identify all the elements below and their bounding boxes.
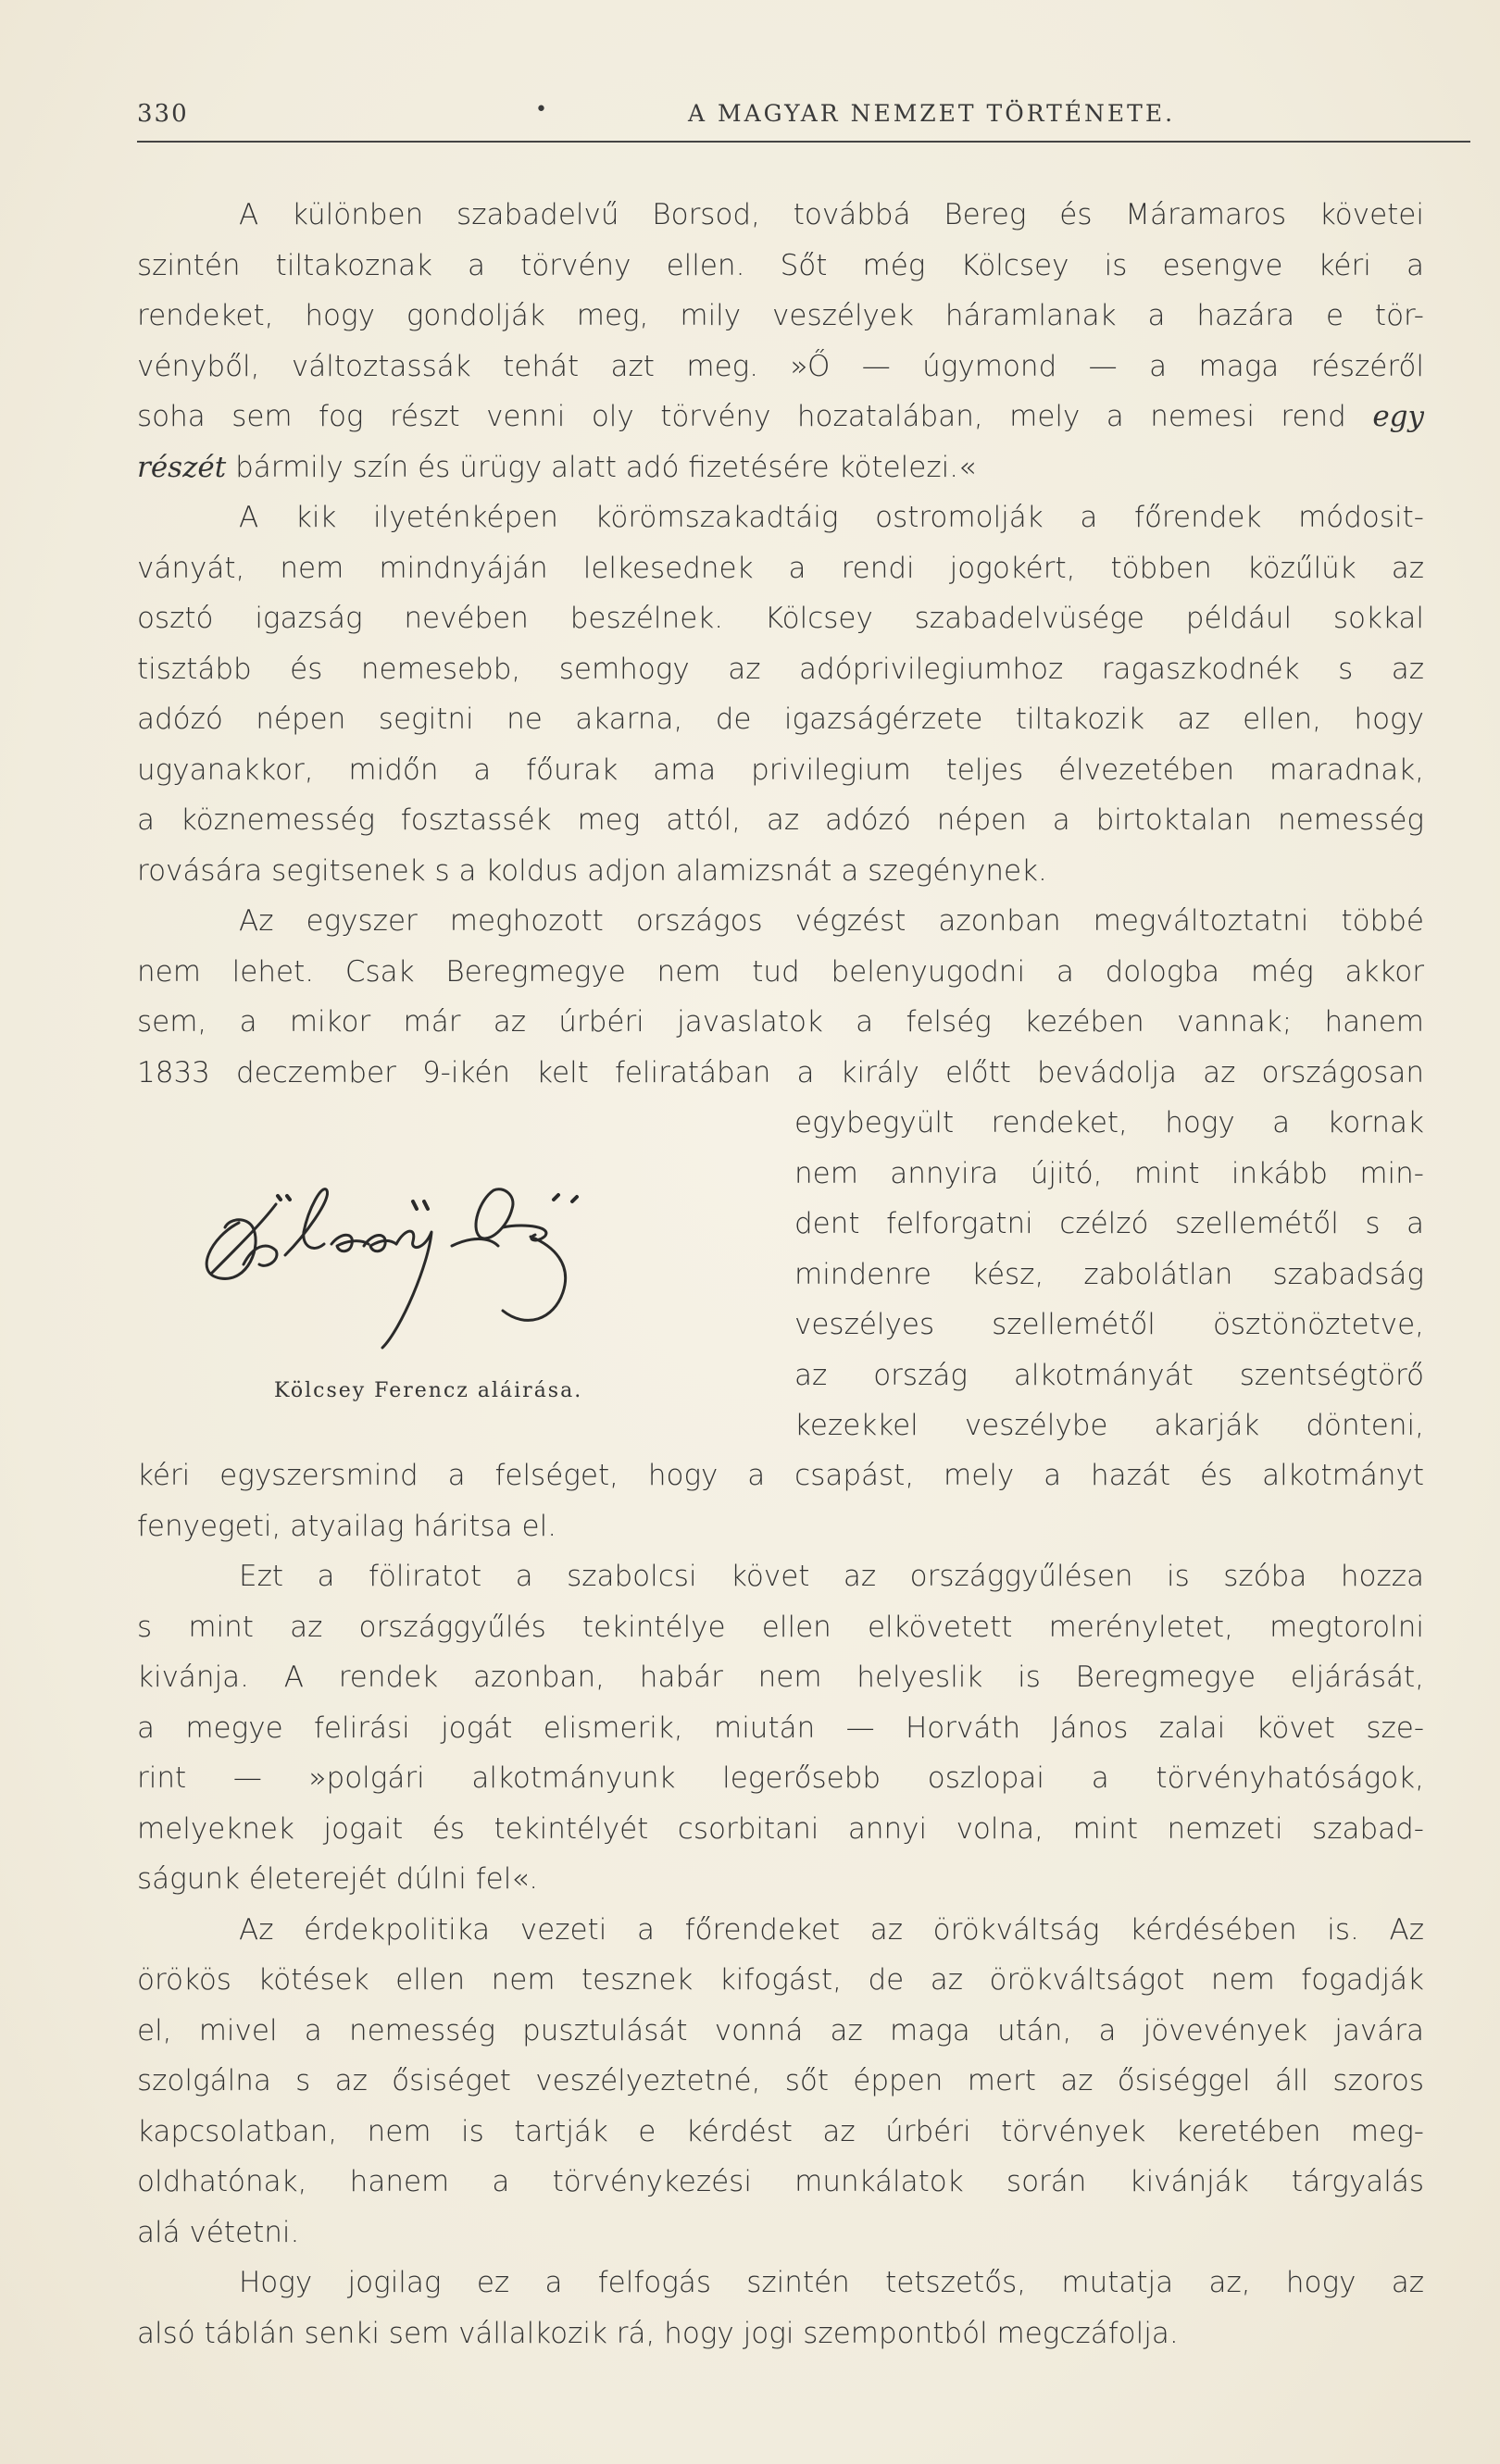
text-line: kivánja. A rendek azonban, habár nem helyeslik is Beregmegye eljárását, bbox=[137, 1661, 1424, 1694]
text-line: dent felforgatni czélzó szellemétől s a bbox=[794, 1207, 1424, 1240]
text-line: kapcsolatban, nem is tartják e kérdést az úrbéri törvények keretében meg- bbox=[137, 2114, 1424, 2148]
text-line: A különben szabadelvű Borsod, továbbá Bereg és Máramaros követei bbox=[239, 198, 1424, 231]
text-line: osztó igazság nevében beszélnek. Kölcsey szabadelvüsége például sokkal bbox=[137, 602, 1424, 635]
text-line: 1833 deczember 9-ikén kelt feliratában a király előtt bevádolja az országosan bbox=[137, 1055, 1424, 1089]
text-line: ugyanakkor, midőn a főurak ama privilegium teljes élvezetében maradnak, bbox=[137, 753, 1424, 787]
text-line: Az egyszer meghozott országos végzést azonban megváltoztatni többé bbox=[239, 904, 1424, 938]
text-line: mindenre kész, zabolátlan szabadság bbox=[794, 1257, 1424, 1291]
text-line: ványát, nem mindnyáján lelkesednek a rendi jogokért, többen közűlük az bbox=[137, 551, 1424, 585]
text-line: rint — »polgári alkotmányunk legerősebb oszlopai a törvényhatóságok, bbox=[137, 1761, 1424, 1795]
text-segment: bármily szín és ürügy alatt adó fizetésére kötelezi.« bbox=[235, 450, 977, 484]
text-line: egybegyült rendeket, hogy a kornak bbox=[794, 1106, 1424, 1139]
text-line: fenyegeti, atyailag háritsa el. bbox=[137, 1509, 557, 1543]
text-line: szolgálna s az ősiséget veszélyeztetné, sőt éppen mert az ősiséggel áll szoros bbox=[137, 2064, 1424, 2097]
text-line: örökös kötések ellen nem tesznek kifogást, de az örökváltságot nem fogadják bbox=[137, 1963, 1424, 1997]
text-line: s mint az országgyűlés tekintélye ellen elkövetett merényletet, megtorolni bbox=[137, 1610, 1424, 1644]
italic-text: egy bbox=[1372, 400, 1424, 433]
text-line bbox=[137, 392, 1424, 442]
text-line: rendeket, hogy gondolják meg, mily veszélyek háramlanak a hazára e tör- bbox=[137, 299, 1424, 332]
header-rule bbox=[137, 141, 1470, 143]
text-line: kezekkel veszélybe akarják dönteni, bbox=[794, 1409, 1424, 1442]
text-line: Hogy jogilag ez a felfogás szintén tetszetős, mutatja az, hogy az bbox=[239, 2266, 1424, 2299]
text-line: az ország alkotmányát szentségtörő bbox=[794, 1358, 1424, 1392]
text-line: vényből, változtassák tehát azt meg. »Ő — úgymond — a maga részéről bbox=[137, 349, 1424, 383]
figure-caption: Kölcsey Ferencz aláirása. bbox=[274, 1379, 583, 1402]
text-line: Ezt a föliratot a szabolcsi követ az országgyűlésen is szóba hozza bbox=[239, 1560, 1424, 1593]
figure-block bbox=[137, 1098, 1424, 1450]
running-header bbox=[137, 93, 1470, 139]
text-line: szintén tiltakoznak a törvény ellen. Sőt még Kölcsey is esengve kéri a bbox=[137, 248, 1424, 282]
signature-figure bbox=[137, 1098, 656, 1450]
text-line: el, mivel a nemesség pusztulását vonná az maga után, a jövevények javára bbox=[137, 2013, 1424, 2047]
text-line: a köznemesség fosztassék meg attól, az adózó népen a birtoktalan nemesség bbox=[137, 803, 1424, 837]
text-line: tisztább és nemesebb, semhogy az adóprivilegiumhoz ragaszkodnék s az bbox=[137, 652, 1424, 686]
text-line: adózó népen segitni ne akarna, de igazságérzete tiltakozik az ellen, hogy bbox=[137, 703, 1424, 736]
text-line: Az érdekpolitika vezeti a főrendeket az örökváltság kérdésében is. Az bbox=[239, 1912, 1424, 1947]
text-line: alsó táblán senki sem vállalkozik rá, hogy jogi szempontból megczáfolja. bbox=[137, 2316, 1179, 2350]
header-bullet: • bbox=[535, 98, 549, 121]
main-text bbox=[137, 190, 1424, 2358]
text-line: oldhatónak, hanem a törvénykezési munkálatok során kivánják tárgyalás bbox=[137, 2165, 1424, 2198]
running-title: A MAGYAR NEMZET TÖRTÉNETE. bbox=[688, 100, 1176, 127]
text-line: melyeknek jogait és tekintélyét csorbitani annyi volna, mint nemzeti szabad- bbox=[137, 1811, 1424, 1846]
text-line: ságunk életerejét dúlni fel«. bbox=[137, 1862, 539, 1896]
text-line: a megye felirási jogát elismerik, miután — Horváth János zalai követ sze- bbox=[137, 1711, 1424, 1745]
text-line: rovására segitsenek s a koldus adjon alamizsnát a szegénynek. bbox=[137, 853, 1047, 888]
text-line: sem, a mikor már az úrbéri javaslatok a felség kezében vannak; hanem bbox=[137, 1005, 1424, 1039]
page-number: 330 bbox=[137, 100, 189, 128]
text-line bbox=[137, 442, 1424, 493]
text-segment: soha sem fog részt venni oly törvény hozatalában, mely a nemesi rend bbox=[137, 400, 1346, 433]
text-line: veszélyes szellemétől ösztönöztetve, bbox=[794, 1308, 1424, 1341]
text-line: A kik ilyeténképen körömszakadtáig ostromolják a főrendek módosit- bbox=[239, 501, 1424, 534]
text-line: nem annyira újitó, mint inkább min- bbox=[794, 1156, 1424, 1190]
text-line: alá vétetni. bbox=[137, 2215, 300, 2249]
text-line: kéri egyszersmind a felséget, hogy a csapást, mely a hazát és alkotmányt bbox=[137, 1459, 1424, 1492]
italic-text: részét bbox=[137, 450, 227, 484]
signature-image bbox=[174, 1135, 656, 1357]
wrapped-text-column bbox=[794, 1098, 1424, 1451]
text-line: nem lehet. Csak Beregmegye nem tud belenyugodni a dologba még akkor bbox=[137, 954, 1424, 989]
